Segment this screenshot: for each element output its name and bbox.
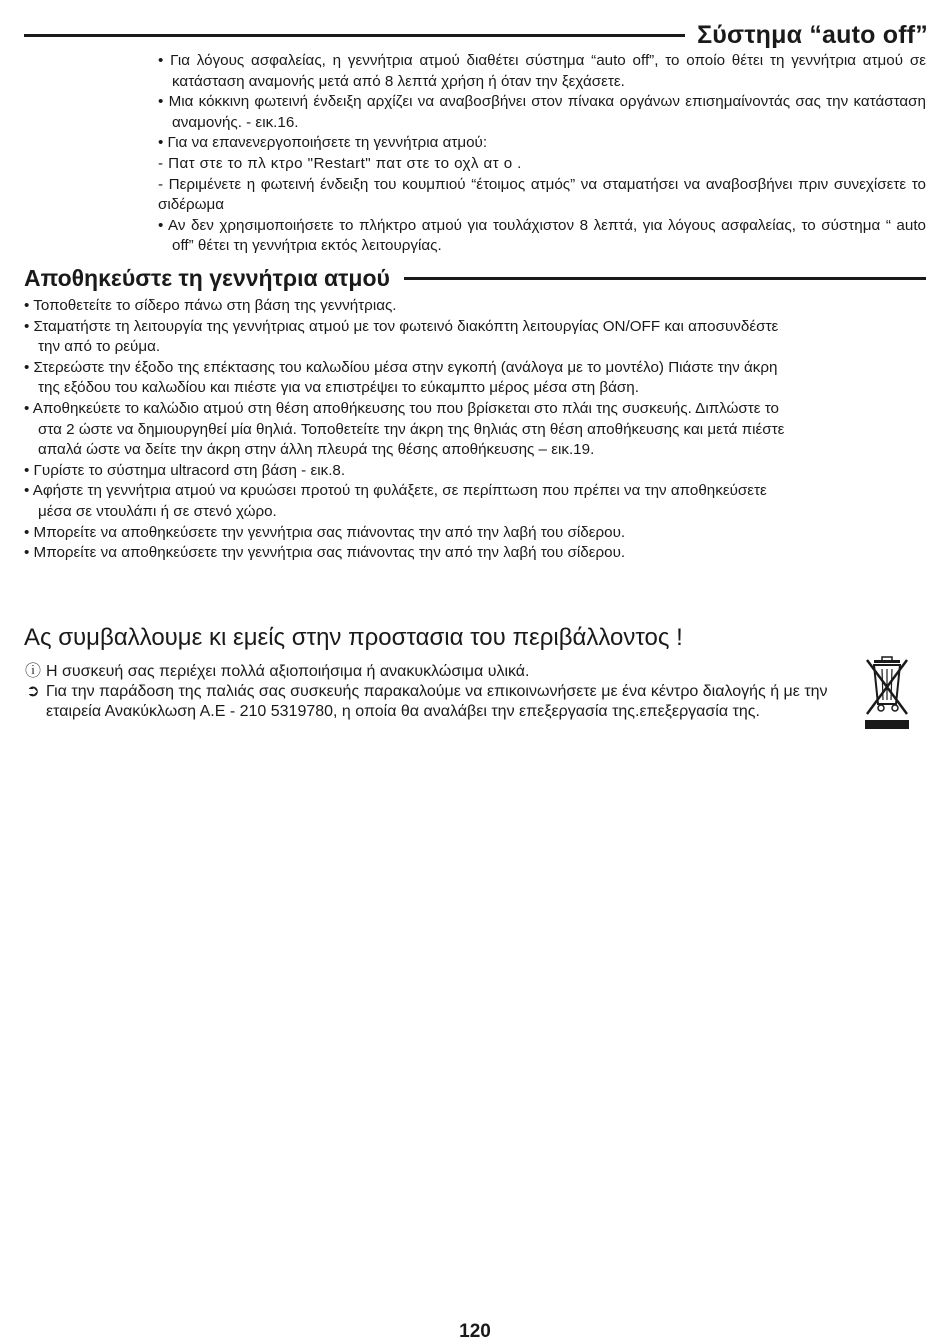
section-header-auto-off xyxy=(24,18,928,52)
info-icon: ⓘ xyxy=(24,663,41,680)
environment-note xyxy=(24,662,844,682)
list-item: • Μπορείτε να αποθηκεύσετε την γεννήτρια σας πιάνοντας την από την λαβή του σίδερου. xyxy=(24,523,626,541)
environment-note xyxy=(24,682,844,722)
list-item: • Σταματήστε τη λειτουργία της γεννήτριας ατμού με τον φωτεινό διακόπτη λειτουργίας ON/OFF και αποσυνδέστε την από το ρεύμα. xyxy=(24,317,779,356)
list-item: • Γυρίστε το σύστημα ultracord στη βάση - εικ.8. xyxy=(24,461,346,479)
auto-off-section-body xyxy=(158,51,926,257)
weee-crossed-bin-icon xyxy=(862,656,912,730)
list-item: • Αφήστε τη γεννήτρια ατμού να κρυώσει προτού τη φυλάξετε, σε περίπτωση που πρέπει να την αποθηκεύσετε μέσα σε ντουλάπι ή σε στενό χώρο. xyxy=(24,482,767,520)
header-rule xyxy=(404,277,926,280)
storage-section-body xyxy=(24,296,794,564)
list-item: • Αποθηκεύετε το καλώδιο ατμού στη θέση αποθήκευσης του που βρίσκεται στο πλάι της συσκευής. Διπλώστε το στα 2 ώστε να δημιουργηθεί μία θηλιά. Τοποθετείτε την άκρη της θηλιάς στη θέση αποθήκευσης και μετά πιέστε απαλά ώστε να δείτε την άκρη στην άλλη πλευρά της θέσης αποθήκευσης – εικ.19. xyxy=(24,399,785,459)
list-item: • Τοποθετείτε το σίδερο πάνω στη βάση της γεννήτριας. xyxy=(24,297,397,314)
section-header-storage xyxy=(24,262,926,294)
section-title-storage: Αποθηκεύστε τη γεννήτρια ατμού xyxy=(24,264,390,291)
list-item: • Μπορείτε να αποθηκεύσετε την γεννήτρια σας πιάνοντας την από την λαβή του σίδερου. xyxy=(24,544,626,562)
paragraph: • Για να επανενεργοποιήσετε τη γεννήτρια ατμού: xyxy=(158,134,488,152)
paragraph: • Για λόγους ασφαλείας, η γεννήτρια ατμού διαθέτει σύστημα “auto off”, το οποίο θέτει τη γεννήτρια ατμού σε κατάσταση αναμονής μετά από 8 λεπτά χρήση ή όταν την ξεχάσετε. xyxy=(158,52,926,90)
section-title-environment: Ας συμβαλλουμε κι εμείς στην προστασια του περιβάλλοντος ! xyxy=(24,624,683,651)
paragraph: • Μια κόκκινη φωτεινή ένδειξη αρχίζει να αναβοσβήνει στον πίνακα οργάνων επισημαίνοντάς σας την κατάσταση αναμονής. - εικ.16. xyxy=(158,93,926,131)
page-number: 120 xyxy=(459,1321,491,1342)
arrow-icon: ➲ xyxy=(26,683,40,700)
header-rule xyxy=(24,34,685,37)
section-title-auto-off: Σύστημα “auto off” xyxy=(697,20,928,49)
paragraph: - Περιμένετε η φωτεινή ένδειξη του κουμπιού “έτοιμος ατμός” να σταματήσει να αναβοσβήνει πριν συνεχίσετε το σιδέρωμα xyxy=(158,175,926,214)
paragraph: • Αν δεν χρησιμοποιήσετε το πλήκτρο ατμού για τουλάχιστον 8 λεπτά, για λόγους ασφαλείας, το σύστημα “ auto off” θέτει τη γεννήτρια εκτός λειτουργίας. xyxy=(158,216,926,255)
environment-note-text: Για την παράδοση της παλιάς σας συσκευής παρακαλούμε να επικοινωνήσετε με ένα κέντρο διαλογής ή με την εταιρεία Ανακύκλωση Α.Ε - 210 5319780, η οποία θα αναλάβει την επεξεργασία της.επεξεργασία της. xyxy=(46,683,828,720)
environment-note-text: Η συσκευή σας περιέχει πολλά αξιοποιήσιμα ή ανακυκλώσιμα υλικά. xyxy=(46,663,530,680)
paragraph: - Πατ στε το πλ κτρο "Restart" πατ στε το οχλ ατ ο . xyxy=(158,154,522,172)
environment-section-body xyxy=(24,662,844,722)
list-item: • Στερεώστε την έξοδο της επέκτασης του καλωδίου μέσα στην εγκοπή (ανάλογα με το μοντέλο) Πιάστε την άκρη της εξόδου του καλωδίου και πιέστε για να επιστρέψει το εύκαμπτο μέρος μέσα στη βάση. xyxy=(24,358,778,397)
